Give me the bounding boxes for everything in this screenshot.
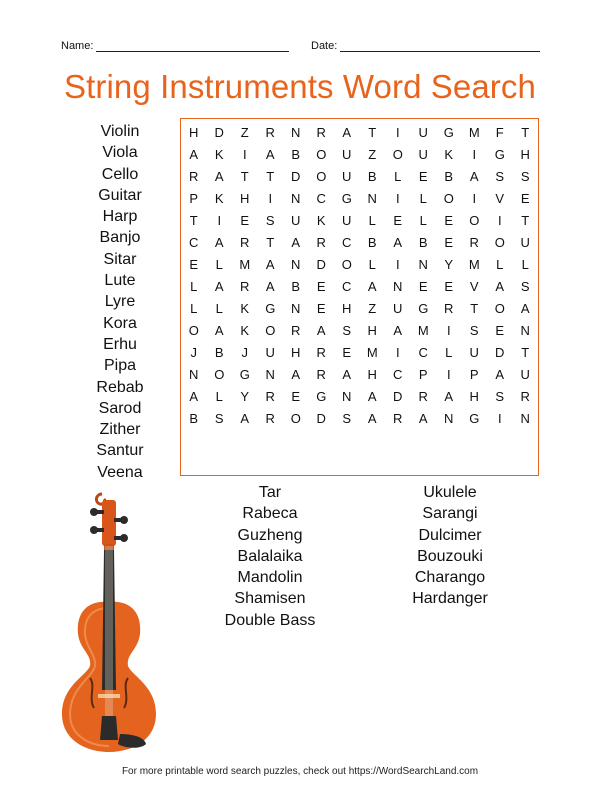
grid-cell: A	[444, 388, 454, 404]
grid-cell: O	[341, 256, 352, 272]
word-item: Bouzouki	[417, 547, 483, 565]
grid-cell: O	[265, 322, 276, 338]
grid-cell: E	[240, 212, 250, 228]
grid-cell: K	[240, 322, 250, 338]
grid-cell: L	[215, 300, 223, 316]
grid-cell: S	[214, 410, 224, 426]
grid-cell: L	[368, 212, 376, 228]
grid-cell: I	[395, 256, 400, 272]
word-list-middle	[205, 482, 335, 631]
grid-cell: T	[521, 344, 530, 360]
date-field[interactable]	[311, 40, 540, 52]
word-item: Violin	[100, 123, 140, 140]
grid-cell: E	[444, 278, 454, 294]
grid-cell: B	[291, 146, 301, 162]
grid-cell: H	[291, 344, 301, 360]
grid-cell: T	[521, 124, 530, 140]
grid-cell: L	[521, 256, 529, 272]
grid-cell: U	[342, 146, 352, 162]
grid-cell: E	[316, 300, 326, 316]
name-line[interactable]	[96, 42, 289, 52]
grid-cell: A	[495, 366, 505, 382]
word-item: Dulcimer	[418, 526, 482, 544]
grid-cell: A	[342, 124, 352, 140]
grid-cell: N	[520, 410, 530, 426]
word-item: Rebab	[96, 378, 144, 396]
word-item: Hardanger	[412, 590, 488, 608]
grid-cell: C	[316, 190, 326, 206]
grid-cell: Z	[368, 146, 377, 162]
grid-cell: H	[520, 146, 530, 162]
grid-cell: G	[469, 410, 480, 426]
grid-cell: U	[418, 124, 428, 140]
word-item: Erhu	[103, 335, 137, 353]
grid-cell: N	[418, 256, 428, 272]
grid-cell: A	[214, 322, 224, 338]
grid-cell: O	[494, 234, 505, 250]
grid-cell: B	[214, 344, 224, 360]
grid-cell: T	[189, 212, 198, 228]
grid-cell: H	[367, 366, 377, 382]
grid-cell: R	[265, 410, 275, 426]
grid-cell: L	[215, 388, 223, 404]
grid-cell: A	[214, 278, 224, 294]
word-item: Lyre	[104, 293, 136, 311]
name-field[interactable]	[61, 40, 289, 52]
grid-cell: I	[446, 322, 451, 338]
grid-cell: A	[367, 278, 377, 294]
word-item: Cello	[101, 165, 139, 183]
grid-cell: D	[316, 256, 326, 272]
grid-cell: L	[419, 212, 427, 228]
grid-cell: N	[291, 124, 301, 140]
date-label: Date:	[311, 40, 338, 52]
grid-cell: H	[342, 300, 352, 316]
grid-cell: N	[189, 366, 199, 382]
word-list-left	[85, 121, 155, 483]
word-item: Banjo	[99, 229, 141, 247]
grid-cell: O	[443, 190, 454, 206]
grid-cell: K	[214, 146, 224, 162]
grid-cell: E	[444, 212, 454, 228]
grid-cell: I	[395, 190, 400, 206]
grid-cell: T	[266, 234, 275, 250]
violin-illustration	[58, 490, 162, 756]
word-list-right	[385, 482, 515, 610]
grid-cell: E	[418, 278, 428, 294]
grid-cell: A	[214, 234, 224, 250]
word-item: Rabeca	[242, 505, 298, 523]
grid-cell: A	[393, 322, 403, 338]
grid-cell: N	[367, 190, 377, 206]
grid-cell: N	[291, 256, 301, 272]
page-title: String Instruments Word Search	[64, 68, 536, 105]
grid-cell: T	[266, 168, 275, 184]
grid-cell: D	[495, 344, 505, 360]
grid-cell: C	[418, 344, 428, 360]
grid-cell: R	[316, 234, 326, 250]
grid-cell: A	[291, 234, 301, 250]
grid-cell: N	[291, 300, 301, 316]
grid-cell: R	[520, 388, 530, 404]
grid-cell: R	[393, 410, 403, 426]
grid-cell: E	[418, 168, 428, 184]
grid-cell: T	[521, 212, 530, 228]
grid-cell: A	[520, 300, 530, 316]
grid-cell: A	[393, 234, 403, 250]
grid-cell: A	[265, 256, 275, 272]
grid-cell: P	[469, 366, 479, 382]
grid-cell: R	[444, 300, 454, 316]
grid-cell: S	[495, 388, 505, 404]
grid-cell: R	[316, 124, 326, 140]
grid-cell: S	[342, 322, 352, 338]
grid-cell: K	[214, 190, 224, 206]
grid-cell: V	[495, 190, 505, 206]
grid-cell: B	[444, 168, 454, 184]
grid-cell: A	[265, 146, 275, 162]
word-item: Pipa	[103, 357, 137, 375]
grid-cell: U	[393, 300, 403, 316]
word-item: Sarod	[98, 399, 142, 417]
grid-cell: I	[242, 146, 247, 162]
grid-cell: I	[446, 366, 451, 382]
grid-cell: N	[342, 388, 352, 404]
word-item: Shamisen	[234, 590, 306, 608]
grid-cell: H	[240, 190, 250, 206]
grid-cell: V	[469, 278, 479, 294]
grid-cell: D	[316, 410, 326, 426]
grid-cell: S	[469, 322, 479, 338]
grid-cell: I	[497, 410, 502, 426]
grid-cell: E	[444, 234, 454, 250]
word-item: Balalaika	[237, 547, 303, 565]
grid-cell: H	[469, 388, 479, 404]
grid-cell: G	[239, 366, 250, 382]
grid-cell: L	[215, 256, 223, 272]
grid-cell: M	[417, 322, 429, 338]
grid-cell: G	[443, 124, 454, 140]
grid-cell: A	[214, 168, 224, 184]
grid-cell: A	[367, 388, 377, 404]
grid-cell: R	[240, 278, 250, 294]
grid-cell: Z	[368, 300, 377, 316]
word-item: Charango	[414, 569, 486, 587]
grid-cell: J	[190, 344, 197, 360]
grid-cell: R	[189, 168, 199, 184]
word-item: Lute	[104, 272, 136, 290]
grid-cell: R	[316, 344, 326, 360]
grid-cell: O	[214, 366, 225, 382]
grid-cell: P	[189, 190, 199, 206]
grid-cell: L	[445, 344, 453, 360]
grid-cell: R	[316, 366, 326, 382]
word-item: Mandolin	[237, 569, 303, 587]
grid-cell: H	[189, 124, 199, 140]
grid-cell: M	[468, 124, 480, 140]
grid-cell: S	[342, 410, 352, 426]
grid-cell: A	[316, 322, 326, 338]
grid-cell: U	[265, 344, 275, 360]
grid-cell: A	[291, 366, 301, 382]
grid-cell: I	[395, 124, 400, 140]
grid-cell: E	[316, 278, 326, 294]
grid-cell: K	[444, 146, 454, 162]
grid-cell: R	[265, 388, 275, 404]
word-item: Tar	[258, 484, 282, 501]
grid-cell: N	[393, 278, 403, 294]
grid-cell: A	[418, 410, 428, 426]
grid-cell: N	[520, 322, 530, 338]
grid-cell: U	[342, 168, 352, 184]
word-item: Zither	[99, 421, 141, 439]
grid-cell: S	[520, 278, 530, 294]
grid-cell: O	[469, 212, 480, 228]
grid-cell: P	[418, 366, 428, 382]
grid-cell: O	[494, 300, 505, 316]
grid-cell: G	[494, 146, 505, 162]
grid-cell: I	[472, 146, 477, 162]
grid-cell: U	[469, 344, 479, 360]
word-item: Guzheng	[237, 526, 303, 544]
grid-cell: T	[240, 168, 249, 184]
grid-cell: L	[190, 278, 198, 294]
grid-cell: Z	[240, 124, 249, 140]
grid-cell: B	[367, 168, 377, 184]
word-item: Veena	[97, 463, 143, 481]
grid-cell: O	[316, 168, 327, 184]
letter-grid	[180, 118, 539, 476]
grid-cell: O	[392, 146, 403, 162]
grid-cell: M	[468, 256, 480, 272]
grid-cell: T	[368, 124, 377, 140]
grid-cell: E	[189, 256, 199, 272]
grid-cell: E	[495, 322, 505, 338]
grid-cell: A	[189, 388, 199, 404]
date-line[interactable]	[340, 42, 540, 52]
word-item: Ukulele	[423, 484, 477, 501]
grid-cell: D	[214, 124, 224, 140]
grid-cell: Y	[444, 256, 454, 272]
grid-cell: A	[367, 410, 377, 426]
grid-cell: J	[241, 344, 248, 360]
grid-cell: E	[393, 212, 403, 228]
grid-cell: R	[418, 388, 428, 404]
grid-cell: I	[268, 190, 273, 206]
grid-cell: L	[190, 300, 198, 316]
grid-cell: T	[470, 300, 479, 316]
grid-cell: R	[291, 322, 301, 338]
grid-cell: B	[189, 410, 199, 426]
grid-cell: N	[444, 410, 454, 426]
footer-text: For more printable word search puzzles, check out https://WordSearchLand.com	[121, 766, 479, 777]
grid-cell: I	[217, 212, 222, 228]
grid-cell: S	[265, 212, 275, 228]
grid-cell: U	[520, 234, 530, 250]
grid-cell: N	[291, 190, 301, 206]
grid-cell: G	[316, 388, 327, 404]
grid-cell: H	[367, 322, 377, 338]
grid-cell: R	[265, 124, 275, 140]
grid-cell: O	[316, 146, 327, 162]
word-item: Harp	[102, 208, 138, 226]
grid-cell: G	[265, 300, 276, 316]
grid-cell: R	[240, 234, 250, 250]
grid-cell: D	[291, 168, 301, 184]
grid-cell: A	[342, 366, 352, 382]
grid-cell: D	[393, 388, 403, 404]
grid-cell: E	[520, 190, 530, 206]
grid-cell: A	[240, 410, 250, 426]
grid-cell: C	[342, 234, 352, 250]
grid-cell: E	[291, 388, 301, 404]
grid-cell: I	[497, 212, 502, 228]
grid-cell: L	[419, 190, 427, 206]
grid-cell: A	[265, 278, 275, 294]
grid-cell: A	[495, 278, 505, 294]
grid-cell: B	[367, 234, 377, 250]
grid-cell: L	[394, 168, 402, 184]
grid-cell: L	[496, 256, 504, 272]
grid-cell: Y	[240, 388, 250, 404]
grid-cell: U	[418, 146, 428, 162]
grid-cell: U	[291, 212, 301, 228]
name-label: Name:	[61, 40, 94, 52]
word-item: Sarangi	[422, 505, 478, 523]
grid-cell: K	[316, 212, 326, 228]
word-item: Viola	[102, 144, 138, 162]
grid-cell: U	[520, 366, 530, 382]
grid-cell: C	[393, 366, 403, 382]
grid-cell: B	[418, 234, 428, 250]
grid-cell: I	[395, 344, 400, 360]
grid-cell: B	[291, 278, 301, 294]
grid-cell: C	[189, 234, 199, 250]
grid-cell: G	[418, 300, 429, 316]
grid-cell: U	[342, 212, 352, 228]
grid-cell: N	[265, 366, 275, 382]
grid-cell: G	[341, 190, 352, 206]
grid-cell: M	[366, 344, 378, 360]
grid-cell: I	[472, 190, 477, 206]
grid-cell: A	[189, 146, 199, 162]
word-item: Guitar	[98, 186, 142, 204]
grid-cell: R	[469, 234, 479, 250]
grid-cell: O	[290, 410, 301, 426]
grid-cell: C	[342, 278, 352, 294]
grid-cell: A	[469, 168, 479, 184]
word-item: Santur	[96, 442, 144, 460]
grid-cell: F	[495, 124, 504, 140]
grid-cell: K	[240, 300, 250, 316]
grid-cell: S	[520, 168, 530, 184]
word-item: Double Bass	[224, 611, 316, 629]
grid-cell: M	[239, 256, 251, 272]
grid-cell: L	[368, 256, 376, 272]
word-item: Sitar	[103, 250, 137, 268]
grid-cell: S	[495, 168, 505, 184]
word-item: Kora	[103, 314, 137, 332]
grid-cell: O	[188, 322, 199, 338]
grid-cell: E	[342, 344, 352, 360]
